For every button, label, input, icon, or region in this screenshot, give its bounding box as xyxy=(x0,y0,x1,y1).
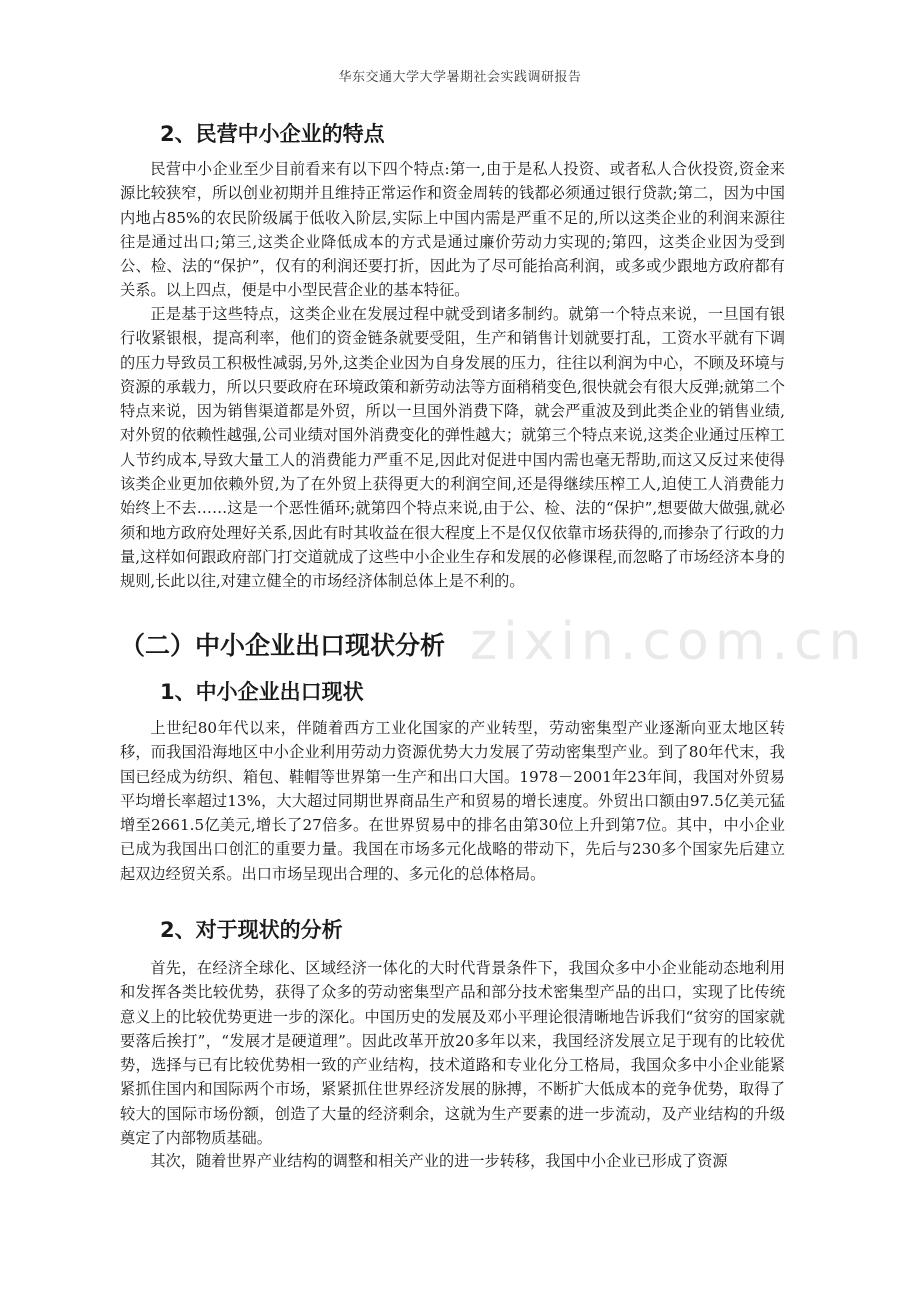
heading-features: 2、民营中小企业的特点 xyxy=(160,122,385,146)
heading-export-analysis: （二）中小企业出口现状分析 xyxy=(120,631,446,660)
paragraph-export-status: 上世纪80年代以来，伴随着西方工业化国家的产业转型，劳动密集型产业逐渐向亚太地区转移，而我国沿海地区中小企业利用劳动力资源优势大力发展了劳动密集型产业。到了80年代末，我国已经成为纺织、箱包、鞋帽等世界第一生产和出口大国。1978－2001年23年间，我国对外贸易平均增长率超过13%，大大超过同期世界商品生产和贸易的增长速度。外贸出口额由97.5亿美元猛增至2661.5亿美元,增长了27倍多。在世界贸易中的排名由第30位上升到第7位。其中，中小企业已成为我国出口创汇的重要力量。我国在市场多元化战略的带动下，先后与230多个国家先后建立起双边经贸关系。出口市场呈现出合理的、多元化的总体格局。 xyxy=(120,719,785,883)
heading-status-analysis: 2、对于现状的分析 xyxy=(160,918,343,942)
watermark: zixin.com.cn xyxy=(470,612,868,672)
paragraph-features-2: 正是基于这些特点，这类企业在发展过程中就受到诸多制约。就第一个特点来说，一旦国有银行收紧银根，提高利率，他们的资金链条就要受阻，生产和销售计划就要打乱，工资水平就有下调的压力导致员工积极性减弱,另外,这类企业因为自身发展的压力，往往以利润为中心，不顾及环境与资源的承载力，所以只要政府在环境政策和新劳动法等方面稍稍变色,很快就会有很大反弹;就第二个特点来说，因为销售渠道都是外贸，所以一旦国外消费下降，就会严重波及到此类企业的销售业绩,对外贸的依赖性越强,公司业绩对国外消费变化的弹性越大；就第三个特点来说,这类企业通过压榨工人节约成本,导致大量工人的消费能力严重不足,因此对促进中国内需也毫无帮助,而这又反过来使得该类企业更加依赖外贸,为了在外贸上获得更大的利润空间,还是得继续压榨工人,迫使工人消费能力始终上不去……这是一个恶性循环;就第四个特点来说,由于公、检、法的“保护”,想要做大做强,就必须和地方政府处理好关系,因此有时其收益在很大程度上不是仅仅依靠市场获得的,而掺杂了行政的力量,这样如何跟政府部门打交道就成了这些中小企业生存和发展的必修课程,而忽略了市场经济本身的规则,长此以往,对建立健全的市场经济体制总体上是不利的。 xyxy=(120,305,785,591)
page-header: 华东交通大学大学暑期社会实践调研报告 xyxy=(338,70,582,85)
paragraph-analysis-1: 首先，在经济全球化、区域经济一体化的大时代背景条件下，我国众多中小企业能动态地利用和发挥各类比较优势，获得了众多的劳动密集型产品和部分技术密集型产品的出口，实现了比传统意义上的比较优势更进一步的深化。中国历史的发展及邓小平理论很清晰地告诉我们“贫穷的国家就要落后挨打”，“发展才是硬道理”。因此改革开放20多年以来，我国经济发展立足于现有的比较优势，选择与已有比较优势相一致的产业结构，技术道路和专业化分工格局，我国众多中小企业能紧紧抓住国内和国际两个市场，紧紧抓住世界经济发展的脉搏，不断扩大低成本的竞争优势，取得了较大的国际市场份额，创造了大量的经济剩余，这就为生产要素的进一步流动，及产业结构的升级奠定了内部物质基础。 xyxy=(120,959,785,1148)
heading-export-status: 1、中小企业出口现状 xyxy=(160,680,364,704)
paragraph-analysis-2: 其次，随着世界产业结构的调整和相关产业的进一步转移，我国中小企业已形成了资源 xyxy=(150,1152,728,1170)
paragraph-features-1: 民营中小企业至少目前看来有以下四个特点:第一,由于是私人投资、或者私人合伙投资,资金来源比较狭窄，所以创业初期并且维持正常运作和资金周转的钱都必须通过银行贷款;第二，因为中国内地占85%的农民阶级属于低收入阶层,实际上中国内需是严重不足的,所以这类企业的利润来源往往是通过出口;第三,这类企业降低成本的方式是通过廉价劳动力实现的;第四，这类企业因为受到公、检、法的“保护”，仅有的利润还要打折，因此为了尽可能抬高利润，或多或少跟地方政府都有关系。以上四点，便是中小型民营企业的基本特征。 xyxy=(120,160,785,300)
